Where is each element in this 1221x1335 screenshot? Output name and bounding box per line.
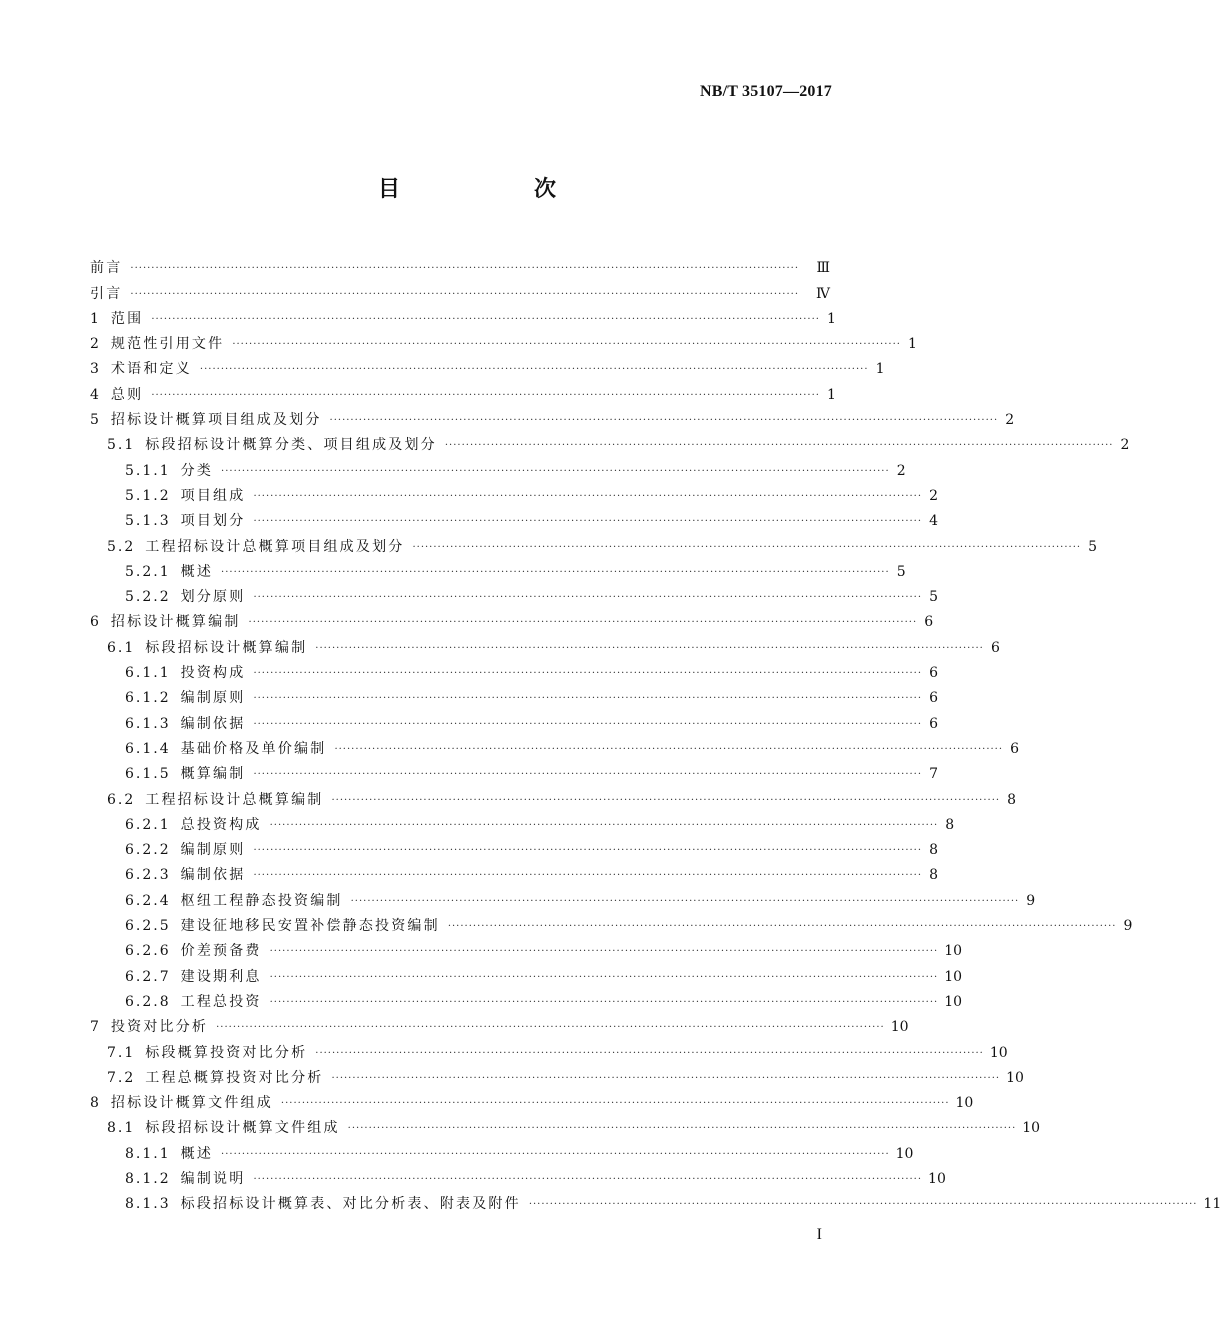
toc-entry-title: 招标设计概算文件组成 — [110, 1095, 273, 1112]
toc-entry-label — [90, 335, 224, 353]
toc-entry-page: 10 — [989, 1044, 1008, 1061]
toc-dot-leader: ································································································································································ — [253, 1173, 923, 1185]
toc-entry-page: 6 — [929, 665, 939, 682]
toc-entry-number: 6.1.5 — [125, 766, 171, 783]
toc-entry-number: 6.2.3 — [125, 867, 171, 884]
toc-entry-label — [90, 1044, 307, 1062]
toc-entry-title: 编制依据 — [180, 715, 246, 732]
standard-code: NB/T 35107—2017 — [699, 83, 832, 100]
toc-entry-page: Ⅲ — [816, 260, 830, 277]
toc-entry-number: 8.1.1 — [125, 1145, 171, 1162]
toc-entry-label — [90, 1195, 521, 1213]
toc-entry[interactable] — [90, 834, 939, 859]
toc-entry-title: 分类 — [180, 462, 214, 479]
toc-entry-label — [90, 1069, 323, 1087]
toc-dot-leader: ································································································································································ — [269, 971, 939, 983]
toc-dot-leader: ································································································································································ — [253, 718, 923, 730]
toc-entry-label — [90, 411, 322, 429]
toc-entry[interactable] — [90, 935, 963, 960]
toc-entry-page: 6 — [990, 639, 1000, 656]
toc-entry[interactable] — [90, 859, 939, 884]
toc-entry-number: 5.2 — [107, 538, 136, 555]
toc-entry[interactable] — [90, 1036, 1008, 1061]
toc-entry-title: 项目划分 — [180, 513, 246, 530]
toc-entry[interactable] — [90, 758, 939, 783]
toc-entry-label — [90, 664, 245, 682]
toc-entry-label — [90, 310, 143, 328]
toc-entry-label — [90, 715, 245, 733]
toc-entry[interactable] — [90, 960, 963, 985]
toc-entry-label — [90, 462, 213, 480]
toc-entry-page: 2 — [896, 462, 906, 479]
toc-entry[interactable] — [90, 910, 1133, 935]
page-title: 目 次 — [377, 177, 612, 202]
toc-entry[interactable] — [90, 1188, 1221, 1213]
toc-entry-title: 前言 — [90, 260, 123, 277]
toc-entry-page: 1 — [908, 336, 917, 353]
toc-entry-title: 划分原则 — [180, 589, 246, 606]
toc-entry-title: 概述 — [180, 1145, 214, 1162]
toc-entry-label — [90, 563, 213, 581]
toc-entry-number: 6.2.6 — [125, 943, 171, 960]
table-of-contents — [90, 252, 1221, 1213]
toc-entry-number: 6.1.2 — [125, 690, 171, 707]
toc-entry-number: 5.1 — [107, 437, 136, 454]
toc-entry[interactable] — [90, 884, 1036, 909]
toc-entry-label — [90, 285, 122, 303]
toc-entry-page: 1 — [827, 310, 836, 327]
toc-entry-page: 8 — [929, 867, 939, 884]
toc-entry-page: 8 — [929, 842, 939, 859]
toc-entry-page: 6 — [1010, 740, 1020, 757]
toc-entry[interactable] — [90, 404, 1015, 429]
toc-entry-number: 7.1 — [107, 1044, 136, 1061]
toc-entry-page: 8 — [945, 816, 955, 833]
toc-entry-number: 6.2.8 — [125, 993, 171, 1010]
toc-entry-title: 概述 — [180, 563, 214, 580]
toc-entry[interactable] — [90, 429, 1130, 454]
toc-entry-title: 编制说明 — [180, 1170, 246, 1187]
toc-entry-label — [90, 816, 262, 834]
toc-dot-leader: ································································································································································ — [248, 617, 918, 629]
toc-entry[interactable] — [90, 480, 939, 505]
toc-entry[interactable] — [90, 581, 939, 606]
toc-entry-page: 9 — [1026, 892, 1036, 909]
toc-entry-label — [90, 740, 326, 758]
toc-dot-leader: ································································································································································ — [216, 1022, 885, 1034]
toc-entry-number: 6 — [90, 614, 101, 631]
toc-entry[interactable] — [90, 505, 939, 530]
toc-entry[interactable] — [90, 1011, 909, 1036]
toc-entry-number: 6.2.1 — [125, 816, 171, 833]
toc-entry-label — [90, 1094, 273, 1112]
toc-entry-page: 2 — [1005, 412, 1015, 429]
toc-entry[interactable] — [90, 353, 885, 378]
toc-entry-label — [90, 259, 122, 277]
toc-entry-number: 4 — [90, 386, 101, 403]
toc-entry-title: 标段招标设计概算编制 — [145, 639, 308, 656]
toc-entry[interactable] — [90, 454, 906, 479]
toc-entry-number: 7 — [90, 1019, 101, 1036]
toc-entry-page: 8 — [1007, 791, 1017, 808]
toc-entry-label — [90, 917, 440, 935]
toc-entry[interactable] — [90, 606, 934, 631]
toc-entry[interactable] — [90, 1112, 1041, 1137]
toc-dot-leader: ································································································································································ — [253, 668, 923, 680]
toc-entry[interactable] — [90, 378, 836, 403]
toc-entry-page: 4 — [929, 513, 939, 530]
toc-entry-number: 6.2.7 — [125, 968, 171, 985]
toc-entry-number: 6.1.4 — [125, 740, 171, 757]
toc-entry-label — [90, 512, 245, 530]
toc-dot-leader: ································································································································································ — [221, 1148, 890, 1160]
toc-entry-page: 6 — [929, 690, 939, 707]
toc-entry[interactable] — [90, 631, 1000, 656]
toc-dot-leader: ································································································································································ — [199, 364, 869, 376]
toc-dot-leader: ································································································································································ — [221, 566, 890, 578]
toc-entry[interactable] — [90, 986, 963, 1011]
toc-entry-label — [90, 436, 437, 454]
toc-entry-title: 基础价格及单价编制 — [180, 740, 327, 757]
toc-entry-number: 5.1.3 — [125, 513, 171, 530]
toc-entry-page: 10 — [944, 968, 963, 985]
toc-entry[interactable] — [90, 1163, 946, 1188]
toc-dot-leader: ································································································································································ — [347, 1123, 1017, 1135]
toc-entry-page: 11 — [1203, 1196, 1221, 1213]
toc-entry-title: 编制依据 — [180, 867, 246, 884]
toc-dot-leader: ································································································································································ — [232, 339, 901, 351]
toc-entry-label — [90, 993, 262, 1011]
toc-entry-page: 7 — [929, 766, 939, 783]
toc-entry-number: 8.1 — [107, 1120, 136, 1137]
toc-entry[interactable] — [90, 733, 1020, 758]
toc-entry-label — [90, 841, 245, 859]
toc-entry-number: 6.2.2 — [125, 842, 171, 859]
toc-dot-leader: ································································································································································ — [280, 1098, 950, 1110]
toc-dot-leader: ································································································································································ — [253, 693, 923, 705]
toc-entry-title: 编制原则 — [180, 842, 246, 859]
toc-entry[interactable] — [90, 556, 906, 581]
toc-entry[interactable] — [90, 1087, 974, 1112]
toc-dot-leader: ································································································································································ — [315, 1047, 984, 1059]
toc-dot-leader: ································································································································································ — [221, 465, 890, 477]
toc-entry-number: 5.1.2 — [125, 487, 171, 504]
toc-entry-title: 术语和定义 — [110, 361, 192, 378]
toc-dot-leader: ································································································································································ — [447, 921, 1117, 933]
toc-entry-title: 引言 — [90, 285, 123, 302]
toc-entry-number: 8 — [90, 1095, 101, 1112]
toc-entry-page: 10 — [928, 1170, 946, 1187]
toc-entry-label — [90, 689, 245, 707]
toc-entry-title: 范围 — [110, 310, 144, 327]
toc-entry-title: 价差预备费 — [180, 943, 262, 960]
toc-entry-page: 6 — [924, 614, 934, 631]
toc-entry-page: 2 — [929, 487, 939, 504]
toc-entry-number: 2 — [90, 336, 101, 353]
toc-entry-number: 6.2.5 — [125, 918, 171, 935]
toc-entry-page: 5 — [896, 563, 906, 580]
toc-entry-number: 1 — [90, 310, 101, 327]
toc-entry-title: 建设期利息 — [180, 968, 262, 985]
toc-entry-page: 10 — [895, 1145, 914, 1162]
toc-entry-title: 招标设计概算项目组成及划分 — [110, 412, 322, 429]
toc-dot-leader: ································································································································································ — [331, 1072, 1001, 1084]
toc-entry-number: 5 — [90, 412, 101, 429]
toc-entry-page: 5 — [929, 589, 939, 606]
toc-entry-page: 10 — [944, 993, 963, 1010]
toc-entry-title: 工程总投资 — [180, 993, 262, 1010]
toc-entry-label — [90, 1170, 245, 1188]
toc-dot-leader: ································································································································································ — [269, 946, 939, 958]
toc-entry-number: 7.2 — [107, 1069, 136, 1086]
toc-entry-title: 概算编制 — [180, 766, 246, 783]
toc-entry-label — [90, 386, 143, 404]
toc-entry-label — [90, 639, 307, 657]
toc-entry-title: 投资构成 — [180, 665, 246, 682]
toc-entry-label — [90, 588, 245, 606]
toc-entry-label — [90, 892, 343, 910]
toc-dot-leader: ································································································································································ — [253, 870, 923, 882]
toc-entry-page: 10 — [1022, 1120, 1041, 1137]
toc-entry-label — [90, 487, 245, 505]
toc-entry-label — [90, 866, 245, 884]
toc-entry[interactable] — [90, 783, 1017, 808]
toc-entry-page: Ⅳ — [816, 285, 830, 302]
toc-entry-title: 标段招标设计概算文件组成 — [145, 1120, 340, 1137]
toc-entry-label — [90, 765, 245, 783]
toc-dot-leader: ································································································································································ — [269, 819, 939, 831]
toc-entry-title: 枢纽工程静态投资编制 — [180, 892, 343, 909]
toc-entry[interactable] — [90, 530, 1098, 555]
page-number: I — [816, 1226, 822, 1243]
toc-entry-page: 10 — [890, 1019, 909, 1036]
toc-entry-page: 6 — [929, 715, 939, 732]
toc-entry-number: 8.1.2 — [125, 1170, 171, 1187]
toc-entry[interactable] — [90, 657, 939, 682]
toc-dot-leader: ································································································································································ — [412, 541, 1082, 553]
toc-entry[interactable] — [90, 707, 939, 732]
toc-entry-number: 3 — [90, 361, 101, 378]
toc-entry[interactable] — [90, 252, 830, 277]
toc-dot-leader: ································································································································································ — [130, 263, 799, 275]
toc-dot-leader: ································································································································································ — [253, 845, 923, 857]
toc-entry-label — [90, 538, 404, 556]
toc-entry-page: 9 — [1123, 918, 1133, 935]
toc-entry-title: 建设征地移民安置补偿静态投资编制 — [180, 918, 440, 935]
toc-entry-label — [90, 360, 192, 378]
toc-entry-title: 项目组成 — [180, 487, 246, 504]
toc-entry-page: 10 — [944, 943, 963, 960]
toc-entry-title: 编制原则 — [180, 690, 246, 707]
toc-entry-number: 5.2.1 — [125, 563, 171, 580]
toc-entry-page: 10 — [1006, 1069, 1024, 1086]
toc-entry-label — [90, 613, 241, 631]
toc-dot-leader: ································································································································································ — [329, 415, 999, 427]
toc-entry-number: 6.1 — [107, 639, 136, 656]
toc-entry-page: 1 — [827, 386, 836, 403]
toc-dot-leader: ································································································································································ — [350, 895, 1020, 907]
toc-dot-leader: ································································································································································ — [334, 743, 1004, 755]
toc-entry-label — [90, 1018, 208, 1036]
toc-entry-number: 6.2.4 — [125, 892, 171, 909]
toc-dot-leader: ································································································································································ — [151, 389, 820, 401]
toc-entry-title: 规范性引用文件 — [110, 336, 225, 353]
toc-dot-leader: ································································································································································ — [444, 440, 1114, 452]
toc-entry-page: 10 — [955, 1095, 974, 1112]
toc-entry-title: 投资对比分析 — [110, 1019, 209, 1036]
toc-entry[interactable] — [90, 328, 917, 353]
toc-entry-title: 标段招标设计概算分类、项目组成及划分 — [145, 437, 437, 454]
toc-entry-label — [90, 1145, 213, 1163]
toc-entry-page: 5 — [1088, 538, 1098, 555]
toc-dot-leader: ································································································································································ — [253, 592, 923, 604]
toc-dot-leader: ································································································································································ — [528, 1199, 1198, 1211]
toc-entry-label — [90, 968, 262, 986]
toc-dot-leader: ································································································································································ — [269, 996, 939, 1008]
toc-entry-number: 6.1.3 — [125, 715, 171, 732]
toc-entry-title: 招标设计概算编制 — [110, 614, 241, 631]
toc-entry-label — [90, 1119, 340, 1137]
toc-dot-leader: ································································································································································ — [253, 516, 923, 528]
toc-entry-title: 工程招标设计总概算项目组成及划分 — [145, 538, 405, 555]
toc-entry-page: 1 — [875, 361, 885, 378]
toc-entry-label — [90, 791, 323, 809]
toc-entry-number: 5.2.2 — [125, 589, 171, 606]
toc-entry[interactable] — [90, 277, 830, 302]
toc-entry-number: 6.1.1 — [125, 665, 171, 682]
toc-dot-leader: ································································································································································ — [331, 794, 1001, 806]
toc-entry[interactable] — [90, 303, 836, 328]
toc-dot-leader: ································································································································································ — [253, 490, 923, 502]
toc-entry-number: 5.1.1 — [125, 462, 171, 479]
toc-dot-leader: ································································································································································ — [130, 288, 799, 300]
toc-entry-title: 总投资构成 — [180, 816, 262, 833]
toc-entry[interactable] — [90, 809, 955, 834]
toc-entry-title: 标段概算投资对比分析 — [145, 1044, 308, 1061]
toc-entry-title: 标段招标设计概算表、对比分析表、附表及附件 — [180, 1196, 521, 1213]
toc-dot-leader: ································································································································································ — [315, 642, 984, 654]
toc-entry-label — [90, 942, 262, 960]
toc-dot-leader: ································································································································································ — [253, 769, 923, 781]
toc-entry-title: 总则 — [110, 386, 144, 403]
toc-entry-title: 工程总概算投资对比分析 — [145, 1069, 324, 1086]
toc-entry-number: 8.1.3 — [125, 1196, 171, 1213]
toc-dot-leader: ································································································································································ — [151, 313, 820, 325]
toc-entry-number: 6.2 — [107, 791, 136, 808]
toc-entry-page: 2 — [1120, 437, 1130, 454]
toc-entry-title: 工程招标设计总概算编制 — [145, 791, 324, 808]
toc-entry[interactable] — [90, 682, 939, 707]
toc-entry[interactable] — [90, 1137, 914, 1162]
toc-entry[interactable] — [90, 1062, 1024, 1087]
